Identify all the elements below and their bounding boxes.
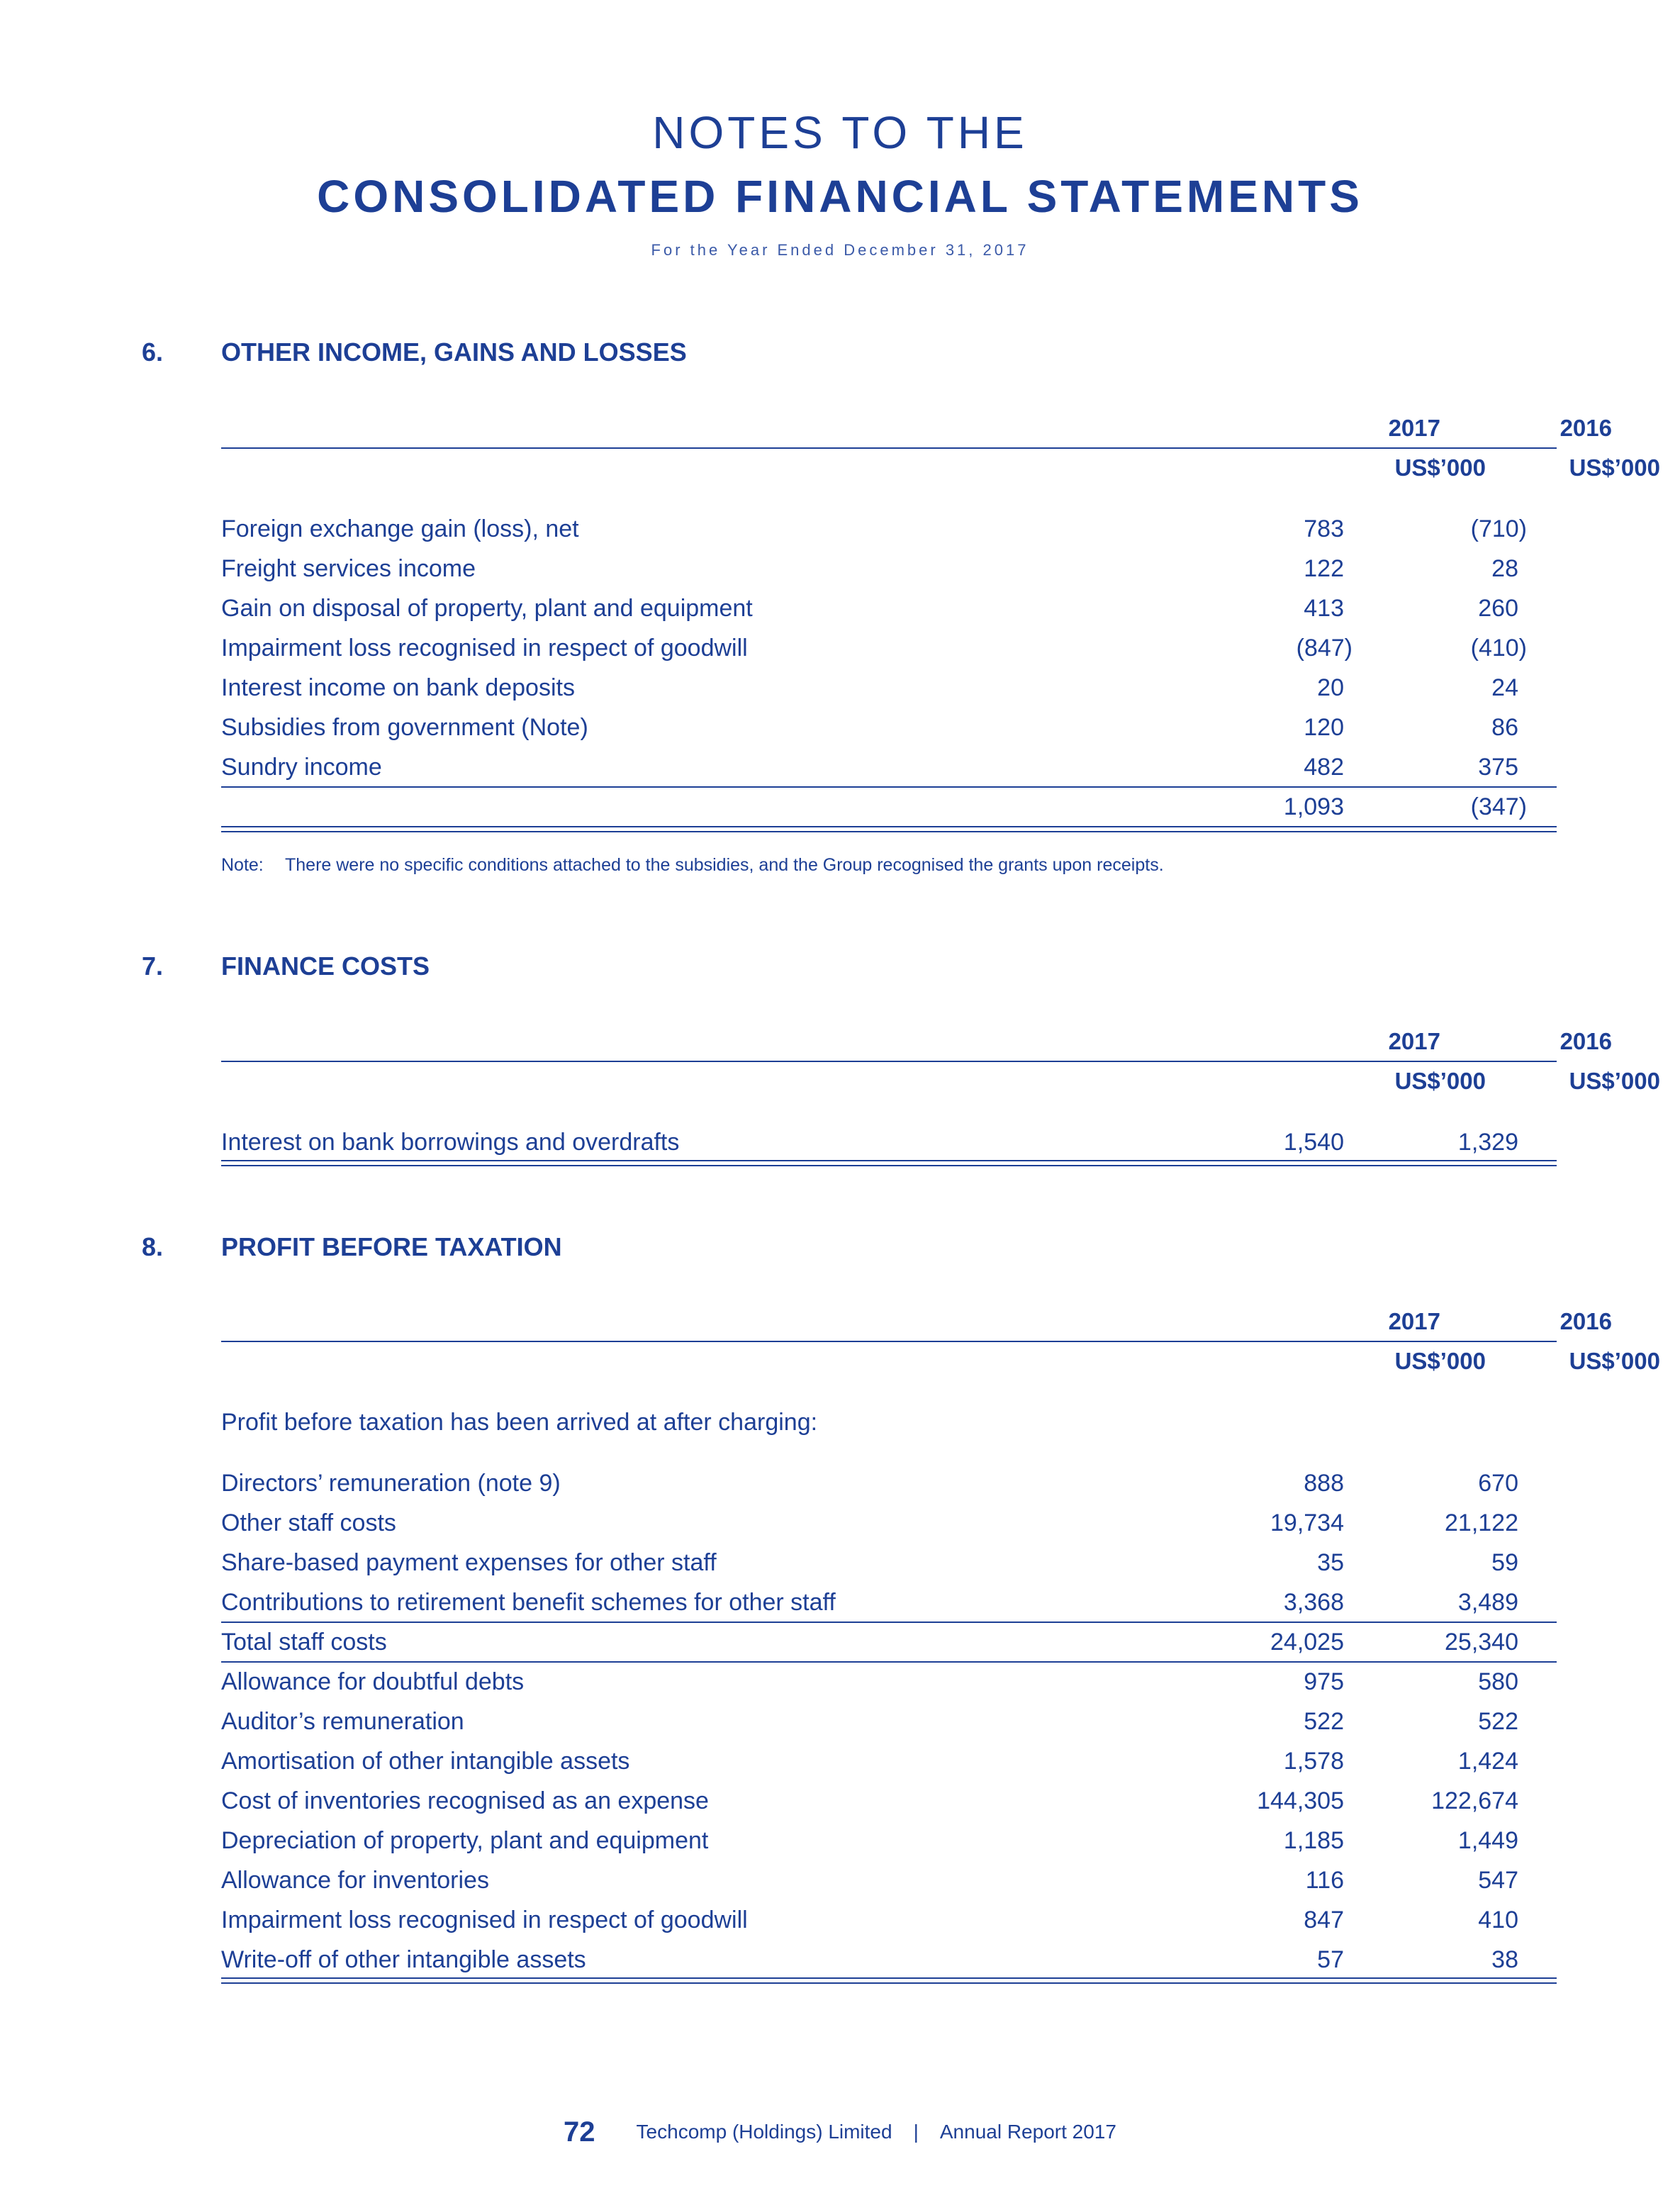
total-double-rule <box>221 1977 1557 1984</box>
column-header-2017: 2017 <box>1388 1308 1440 1334</box>
value-2016: 24 <box>1491 674 1518 701</box>
value-2017: 120 <box>1304 714 1344 741</box>
page-footer <box>0 2116 1680 2148</box>
value-2016: (710) <box>1470 515 1527 542</box>
footer-separator: | <box>913 2121 919 2143</box>
value-2016: 547 <box>1478 1867 1518 1894</box>
row-label: Directors’ remuneration (note 9) <box>221 1470 561 1497</box>
value-2016: 38 <box>1491 1946 1518 1973</box>
header-rule <box>221 447 1557 449</box>
table-row <box>221 595 1557 635</box>
table-row <box>221 1470 1557 1509</box>
page-heading-line2: CONSOLIDATED FINANCIAL STATEMENTS <box>317 171 1363 222</box>
table-row <box>221 1549 1557 1589</box>
column-unit-2016: US$’000 <box>1569 1068 1660 1094</box>
row-label: Write-off of other intangible assets <box>221 1946 586 1973</box>
table-row <box>221 1509 1557 1549</box>
subtotal-rule <box>221 1661 1557 1663</box>
column-unit-2016: US$’000 <box>1569 1348 1660 1374</box>
value-2017: 413 <box>1304 595 1344 622</box>
value-2017: 20 <box>1317 674 1344 701</box>
table-row <box>221 674 1557 714</box>
value-2017: 57 <box>1317 1946 1344 1973</box>
column-header-2017: 2017 <box>1388 415 1440 441</box>
table-row <box>221 1827 1557 1867</box>
row-label: Interest income on bank deposits <box>221 674 575 701</box>
page-number: 72 <box>564 2116 595 2148</box>
table-row <box>221 1668 1557 1708</box>
value-2017: 847 <box>1304 1907 1344 1933</box>
row-label: Auditor’s remuneration <box>221 1708 464 1735</box>
value-2016: 580 <box>1478 1668 1518 1695</box>
value-2016: (410) <box>1470 635 1527 662</box>
row-label: Allowance for inventories <box>221 1867 489 1894</box>
row-label: Allowance for doubtful debts <box>221 1668 525 1695</box>
section-7-number: 7. <box>142 951 164 981</box>
value-2017: 1,185 <box>1283 1827 1344 1854</box>
row-label: Amortisation of other intangible assets <box>221 1748 630 1775</box>
column-unit-2017: US$’000 <box>1394 454 1486 481</box>
table-row <box>221 1748 1557 1787</box>
value-2017: (847) <box>1296 635 1353 662</box>
total-2016: (347) <box>1470 793 1527 820</box>
column-unit-2016: US$’000 <box>1569 454 1660 481</box>
value-2017: 24,025 <box>1270 1629 1344 1656</box>
column-unit-2017: US$’000 <box>1394 1068 1486 1094</box>
value-2017: 35 <box>1317 1549 1344 1576</box>
total-2017: 1,093 <box>1283 793 1344 820</box>
row-label: Sundry income <box>221 754 382 781</box>
column-header-2017: 2017 <box>1388 1028 1440 1054</box>
row-label: Share-based payment expenses for other staff <box>221 1549 717 1576</box>
page-subheading: For the Year Ended December 31, 2017 <box>651 241 1029 259</box>
table-row <box>221 1867 1557 1907</box>
row-label: Contributions to retirement benefit schemes for other staff <box>221 1589 836 1616</box>
value-2017: 888 <box>1304 1470 1344 1497</box>
row-label: Other staff costs <box>221 1509 396 1536</box>
row-label: Cost of inventories recognised as an expense <box>221 1787 709 1814</box>
value-2016: 1,424 <box>1457 1748 1518 1775</box>
table-row <box>221 1708 1557 1748</box>
row-label: Foreign exchange gain (loss), net <box>221 515 579 542</box>
row-label: Interest on bank borrowings and overdrafts <box>221 1129 680 1156</box>
row-label: Impairment loss recognised in respect of goodwill <box>221 1907 748 1933</box>
table-row <box>221 515 1557 555</box>
value-2017: 3,368 <box>1283 1589 1344 1616</box>
table-row <box>221 714 1557 754</box>
value-2017: 1,578 <box>1283 1748 1344 1775</box>
value-2017: 783 <box>1304 515 1344 542</box>
section-7-title: FINANCE COSTS <box>221 951 430 981</box>
page-heading-line1: NOTES TO THE <box>652 107 1028 158</box>
value-2016: 25,340 <box>1445 1629 1518 1656</box>
value-2016: 59 <box>1491 1549 1518 1576</box>
value-2017: 116 <box>1305 1867 1344 1894</box>
section-6-number: 6. <box>142 337 164 367</box>
value-2016: 21,122 <box>1445 1509 1518 1536</box>
value-2016: 670 <box>1478 1470 1518 1497</box>
value-2016: 522 <box>1478 1708 1518 1735</box>
value-2016: 1,329 <box>1457 1129 1518 1156</box>
value-2017: 1,540 <box>1283 1129 1344 1156</box>
row-label: Subsidies from government (Note) <box>221 714 588 741</box>
section-8-title: PROFIT BEFORE TAXATION <box>221 1232 562 1261</box>
value-2017: 122 <box>1304 555 1344 582</box>
value-2016: 375 <box>1478 754 1518 781</box>
column-header-2016: 2016 <box>1559 1028 1612 1054</box>
value-2016: 1,449 <box>1457 1827 1518 1854</box>
table-row <box>221 1907 1557 1946</box>
value-2016: 260 <box>1478 595 1518 622</box>
row-label: Depreciation of property, plant and equipment <box>221 1827 709 1854</box>
subtotal-rule <box>221 786 1557 788</box>
note-label: Note: <box>221 855 264 875</box>
column-unit-2017: US$’000 <box>1394 1348 1486 1374</box>
total-double-rule <box>221 1160 1557 1166</box>
value-2017: 144,305 <box>1257 1787 1344 1814</box>
section-6-note <box>221 855 1164 876</box>
value-2017: 522 <box>1304 1708 1344 1735</box>
value-2017: 975 <box>1304 1668 1344 1695</box>
row-label: Gain on disposal of property, plant and equipment <box>221 595 753 622</box>
column-header-2016: 2016 <box>1559 1308 1612 1334</box>
value-2017: 19,734 <box>1270 1509 1344 1536</box>
table-row <box>221 1787 1557 1827</box>
value-2017: 482 <box>1304 754 1344 781</box>
footer-company: Techcomp (Holdings) Limited <box>636 2121 892 2143</box>
subtotal-rule <box>221 1622 1557 1623</box>
value-2016: 410 <box>1478 1907 1518 1933</box>
table-intro <box>221 1409 1557 1449</box>
value-2016: 86 <box>1491 714 1518 741</box>
header-rule <box>221 1061 1557 1062</box>
row-label: Total staff costs <box>221 1629 387 1656</box>
table-row <box>221 635 1557 674</box>
row-label: Freight services income <box>221 555 476 582</box>
value-2016: 122,674 <box>1431 1787 1518 1814</box>
section-8-number: 8. <box>142 1232 164 1261</box>
value-2016: 28 <box>1491 555 1518 582</box>
total-double-rule <box>221 826 1557 832</box>
table-row <box>221 555 1557 595</box>
value-2016: 3,489 <box>1457 1589 1518 1616</box>
footer-report: Annual Report 2017 <box>939 2121 1116 2143</box>
section-6-title: OTHER INCOME, GAINS AND LOSSES <box>221 337 687 367</box>
intro-text: Profit before taxation has been arrived at after charging: <box>221 1409 818 1436</box>
header-rule <box>221 1341 1557 1342</box>
column-header-2016: 2016 <box>1559 415 1612 441</box>
row-label: Impairment loss recognised in respect of goodwill <box>221 635 748 662</box>
note-text: There were no specific conditions attached to the subsidies, and the Group recognised the grants upon receipts. <box>285 855 1164 875</box>
